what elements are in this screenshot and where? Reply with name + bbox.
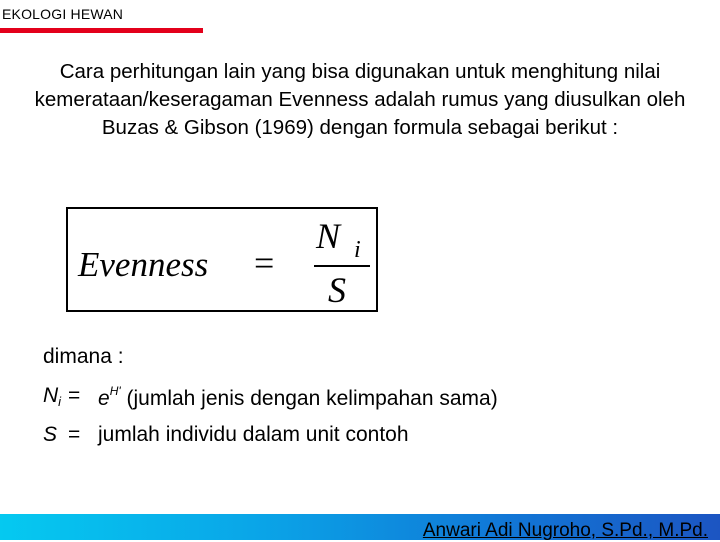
definition-equals: = [68, 423, 81, 446]
header-accent-rule [0, 28, 203, 33]
formula-denominator: S [328, 270, 346, 310]
formula-numerator-subscript: i [354, 237, 361, 263]
formula-lhs: Evenness [78, 245, 209, 284]
fraction-line [314, 265, 370, 267]
definition-text: jumlah individu dalam unit contoh [98, 423, 409, 446]
evenness-formula [66, 207, 378, 312]
footer-author: Anwari Adi Nugroho, S.Pd., M.Pd. [422, 520, 708, 541]
definition-text: $e^{H'}$ (jumlah jenis dengan kelimpahan sama) [98, 384, 498, 410]
header-title: EKOLOGI HEWAN [2, 6, 124, 22]
formula-equals: = [254, 243, 275, 283]
definition-equals: = [68, 384, 81, 407]
formula-numerator: N [316, 216, 341, 256]
definitions-heading: dimana : [43, 345, 124, 368]
definition-symbol: Ni [43, 384, 62, 409]
intro-paragraph: Cara perhitungan lain yang bisa digunakan untuk menghitung nilai kemerataan/keseragaman Evenness adalah rumus yang diusulkan oleh Buzas & Gibson (1969) dengan formula sebagai berikut : [34, 60, 686, 139]
definition-symbol: S [43, 423, 58, 446]
